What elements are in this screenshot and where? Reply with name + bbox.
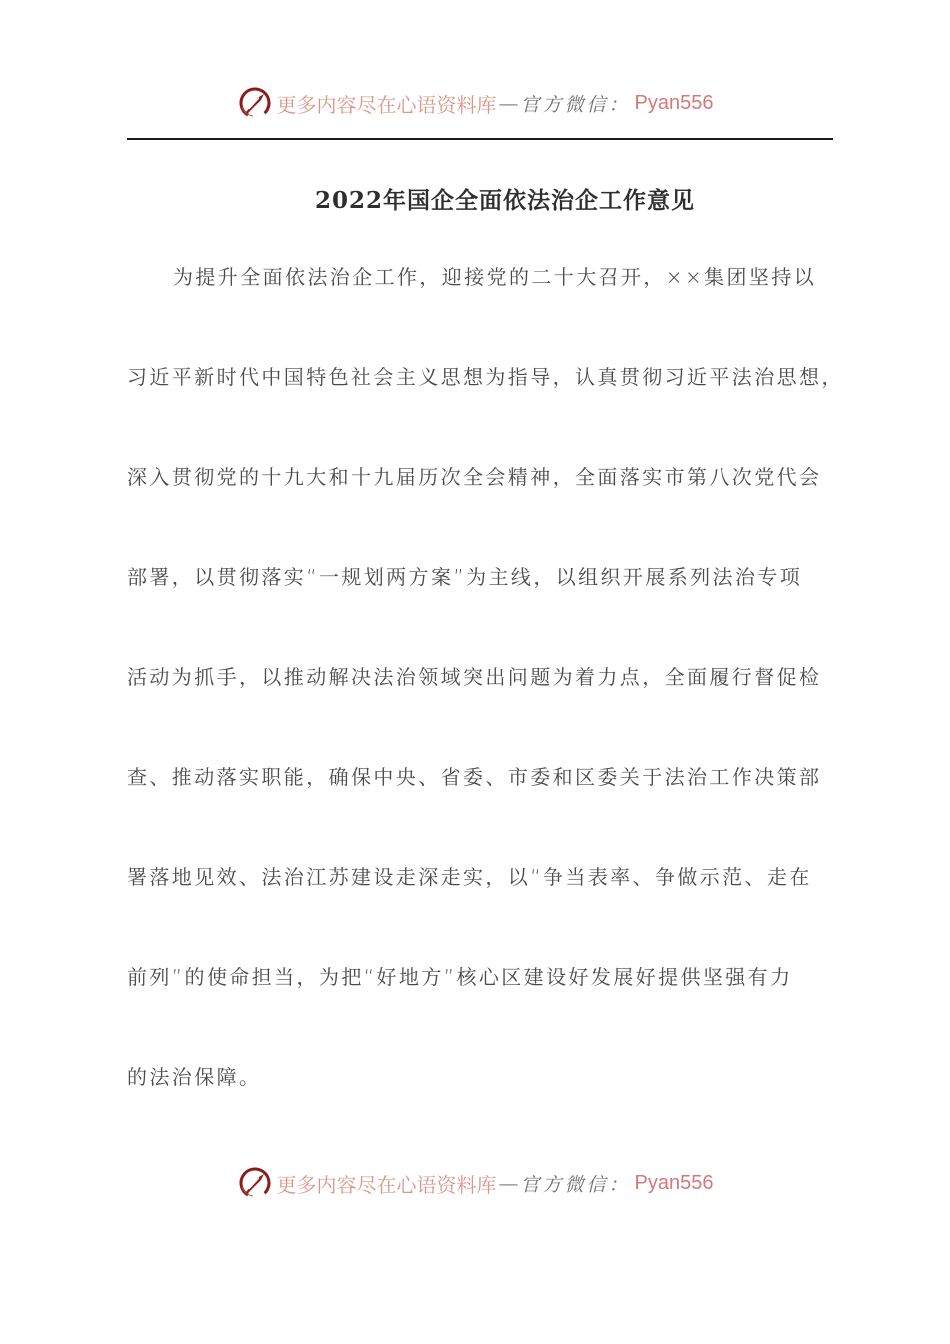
footer-banner <box>0 1163 950 1203</box>
banner-dash: — <box>498 1171 519 1195</box>
paragraph-line: 署落地见效、法治江苏建设走深走实，以“争当表率、争做示范、走在 <box>127 865 812 889</box>
promo-text: 更多内容尽在心语资料库 <box>276 92 497 117</box>
wechat-id: Pyan556 <box>634 91 714 114</box>
paragraph-line: 的法治保障。 <box>127 1065 262 1089</box>
document-paragraph <box>127 255 844 1155</box>
promo-text: 更多内容尽在心语资料库 <box>276 1172 497 1197</box>
paragraph-line: 习近平新时代中国特色社会主义思想为指导，认真贯彻习近平法治思想， <box>127 365 844 389</box>
quill-pen-logo-icon <box>237 85 273 121</box>
paragraph-line: 查、推动落实职能，确保中央、省委、市委和区委关于法治工作决策部 <box>127 765 822 789</box>
quill-pen-logo-icon <box>237 1165 273 1201</box>
banner-dash: — <box>498 91 519 115</box>
header-divider <box>127 138 833 140</box>
paragraph-line: 为提升全面依法治企工作，迎接党的二十大召开，××集团坚持以 <box>173 265 817 289</box>
document-title: 2022年国企全面依法治企工作意见 <box>314 187 695 214</box>
paragraph-line: 活动为抓手，以推动解决法治领域突出问题为着力点，全面履行督促检 <box>127 665 822 689</box>
wechat-id: Pyan556 <box>634 1171 714 1194</box>
header-banner <box>0 83 950 123</box>
paragraph-line: 部署，以贯彻落实“一规划两方案”为主线，以组织开展系列法治专项 <box>127 565 803 589</box>
wechat-label: 官方微信： <box>520 93 631 116</box>
paragraph-line: 深入贯彻党的十九大和十九届历次全会精神，全面落实市第八次党代会 <box>127 465 822 489</box>
paragraph-line: 前列”的使命担当，为把“好地方”核心区建设好发展好提供坚强有力 <box>127 965 793 989</box>
wechat-label: 官方微信： <box>520 1173 631 1196</box>
